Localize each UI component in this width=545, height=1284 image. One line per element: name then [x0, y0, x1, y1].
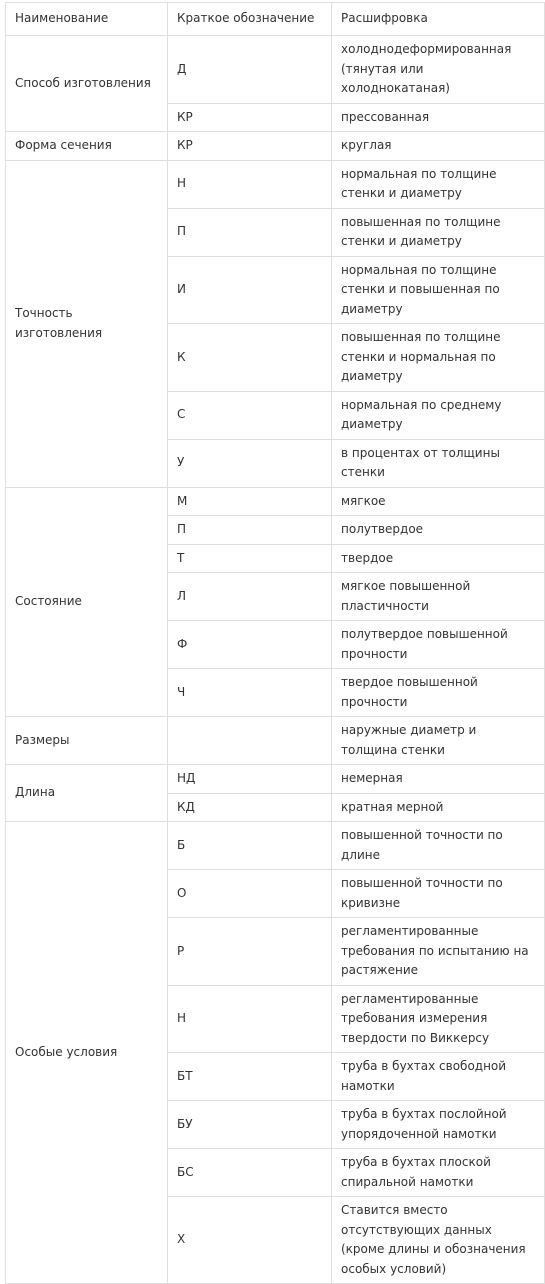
decoding-cell: регламентированные требования измерения твердости по Виккерсу	[332, 985, 545, 1053]
code-cell: Ч	[168, 669, 332, 717]
decoding-cell: повышенная по толщине стенки и нормальная по диаметру	[332, 324, 545, 392]
code-cell: Н	[168, 985, 332, 1053]
group-name-cell: Способ изготовления	[6, 36, 168, 132]
code-cell: КД	[168, 793, 332, 822]
decoding-cell: полутвердое повышенной прочности	[332, 621, 545, 669]
group-name-cell: Особые условия	[6, 822, 168, 1284]
code-cell: Ф	[168, 621, 332, 669]
table-row	[6, 36, 545, 104]
column-header-code: Краткое обозначение	[168, 3, 332, 36]
decoding-cell: немерная	[332, 765, 545, 794]
decoding-cell: Ставится вместо отсутствующих данных (кроме длины и обозначения особых условий)	[332, 1197, 545, 1284]
code-cell: КР	[168, 103, 332, 132]
code-cell: С	[168, 391, 332, 439]
decoding-cell: нормальная по толщине стенки и повышенная по диаметру	[332, 256, 545, 324]
table-body	[6, 36, 545, 1284]
decoding-cell: труба в бухтах послойной упорядоченной намотки	[332, 1101, 545, 1149]
group-name-cell: Форма сечения	[6, 132, 168, 161]
decoding-cell: полутвердое	[332, 516, 545, 545]
code-cell: К	[168, 324, 332, 392]
decoding-cell: твердое	[332, 544, 545, 573]
decoding-cell: нормальная по среднему диаметру	[332, 391, 545, 439]
decoding-cell: труба в бухтах плоской спиральной намотки	[332, 1149, 545, 1197]
table-row	[6, 765, 545, 794]
group-name-cell: Размеры	[6, 717, 168, 765]
header-row	[6, 3, 545, 36]
decoding-cell: повышенной точности по кривизне	[332, 870, 545, 918]
group-name-cell: Состояние	[6, 487, 168, 717]
code-cell: Т	[168, 544, 332, 573]
column-header-decoding: Расшифровка	[332, 3, 545, 36]
group-name-cell: Точность изготовления	[6, 160, 168, 487]
decoding-cell: твердое повышенной прочности	[332, 669, 545, 717]
code-cell: БТ	[168, 1053, 332, 1101]
decoding-cell: холоднодеформированная (тянутая или холоднокатаная)	[332, 36, 545, 104]
decoding-cell: нормальная по толщине стенки и диаметру	[332, 160, 545, 208]
decoding-cell: повышенная по толщине стенки и диаметру	[332, 208, 545, 256]
table-row	[6, 822, 545, 870]
table-row	[6, 132, 545, 161]
decoding-cell: повышенной точности по длине	[332, 822, 545, 870]
code-cell: Л	[168, 573, 332, 621]
code-cell: П	[168, 208, 332, 256]
decoding-cell: мягкое повышенной пластичности	[332, 573, 545, 621]
column-header-name: Наименование	[6, 3, 168, 36]
code-cell: М	[168, 487, 332, 516]
code-cell: У	[168, 439, 332, 487]
decoding-cell: мягкое	[332, 487, 545, 516]
table-row	[6, 160, 545, 208]
decoding-cell: труба в бухтах свободной намотки	[332, 1053, 545, 1101]
code-cell	[168, 717, 332, 765]
code-cell: Х	[168, 1197, 332, 1284]
decoding-cell: в процентах от толщины стенки	[332, 439, 545, 487]
code-cell: Б	[168, 822, 332, 870]
table-header	[6, 3, 545, 36]
decoding-cell: наружные диаметр и толщина стенки	[332, 717, 545, 765]
code-cell: О	[168, 870, 332, 918]
table-row	[6, 487, 545, 516]
decoding-cell: кратная мерной	[332, 793, 545, 822]
code-cell: Д	[168, 36, 332, 104]
code-cell: БУ	[168, 1101, 332, 1149]
designation-table	[5, 2, 545, 1284]
code-cell: И	[168, 256, 332, 324]
decoding-cell: прессованная	[332, 103, 545, 132]
table-row	[6, 717, 545, 765]
code-cell: НД	[168, 765, 332, 794]
code-cell: КР	[168, 132, 332, 161]
code-cell: Н	[168, 160, 332, 208]
code-cell: П	[168, 516, 332, 545]
code-cell: Р	[168, 918, 332, 986]
decoding-cell: регламентированные требования по испытанию на растяжение	[332, 918, 545, 986]
group-name-cell: Длина	[6, 765, 168, 822]
decoding-cell: круглая	[332, 132, 545, 161]
code-cell: БС	[168, 1149, 332, 1197]
